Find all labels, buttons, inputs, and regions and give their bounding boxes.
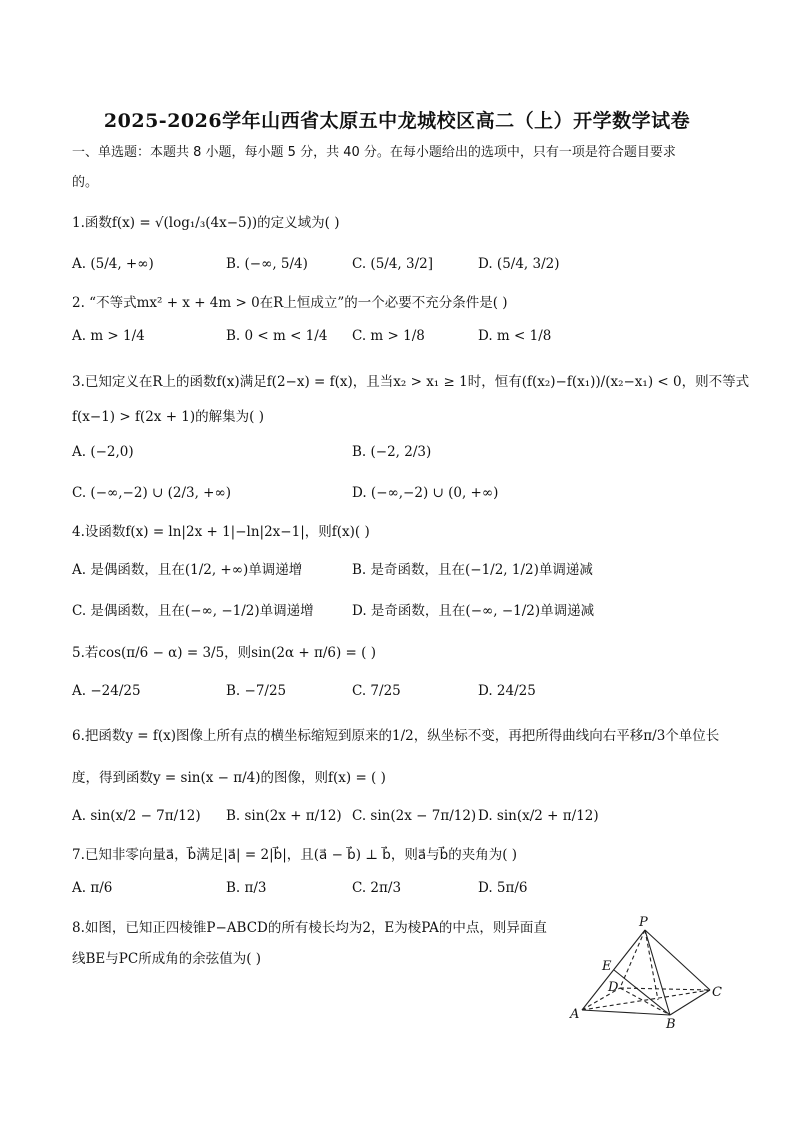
question-1-option-a: A. (5/4, +∞) [72,256,154,272]
question-4-option-a: A. 是偶函数，且在(1/2, +∞)单调递增 [72,562,303,578]
section-header [72,138,722,198]
edge-pb [645,930,670,1015]
question-7-option-d: D. 5π/6 [478,880,528,896]
question-6-option-b: B. sin(2x + π/12) [226,808,342,824]
question-7-stem: 7.已知非零向量a⃗，b⃗满足|a⃗| = 2|b⃗|，且(a⃗ − b⃗) ⊥ b⃗，则a⃗与b⃗的夹角为( ) [72,847,518,863]
question-3-option-c: C. (−∞,−2) ∪ (2/3, +∞) [72,485,232,501]
question-6-option-d: D. sin(x/2 + π/12) [478,808,599,824]
question-4-option-c: C. 是偶函数，且在(−∞, −1/2)单调递增 [72,603,314,619]
section-header-line1: 一、单选题：本题共 8 小题，每小题 5 分，共 40 分。在每小题给出的选项中，只有一项是符合题目要求 [72,145,676,160]
question-5-option-a: A. −24/25 [72,683,141,699]
question-8-stem-line2: 线BE与PC所成角的余弦值为( ) [72,951,262,967]
question-3-option-d: D. (−∞,−2) ∪ (0, +∞) [352,485,499,501]
question-2-stem: 2. “不等式mx² + x + 4m > 0在R上恒成立”的一个必要不充分条件是( ) [72,295,508,311]
question-6-stem-line1: 6.把函数y = f(x)图像上所有点的横坐标缩短到原来的1/2，纵坐标不变，再把所得曲线向右平移π/3个单位长 [72,728,720,744]
diagonal-ac [582,990,710,1010]
label-p: P [639,915,648,930]
question-5-option-c: C. 7/25 [352,683,401,699]
question-1-stem: 1.函数f(x) = √(log₁/₃(4x−5))的定义域为( ) [72,215,340,231]
pyramid-figure [560,912,730,1032]
label-e: E [602,959,612,974]
edge-pa [582,930,645,1010]
question-7-option-b: B. π/3 [226,880,267,896]
question-3-option-a: A. (−2,0) [72,444,134,460]
question-1-option-d: D. (5/4, 3/2) [478,256,560,272]
question-4-option-b: B. 是奇函数，且在(−1/2, 1/2)单调递减 [352,562,593,578]
question-2-option-c: C. m > 1/8 [352,328,425,344]
edge-dc [620,988,710,990]
label-a: A [570,1007,580,1022]
segment-be [614,970,670,1015]
label-b: B [666,1017,676,1032]
diagonal-db [620,988,670,1015]
question-5-stem: 5.若cos(π/6 − α) = 3/5，则sin(2α + π/6) = ( ) [72,645,376,661]
question-4-option-d: D. 是奇函数，且在(−∞, −1/2)单调递减 [352,603,595,619]
question-1-option-c: C. (5/4, 3/2] [352,256,433,272]
question-3-option-b: B. (−2, 2/3) [352,444,432,460]
exam-title: 2025-2026学年山西省太原五中龙城校区高二（上）开学数学试卷 [103,110,691,132]
question-8-stem-line1: 8.如图，已知正四棱锥P−ABCD的所有棱长均为2，E为棱PA的中点，则异面直 [72,920,547,936]
question-2-option-b: B. 0 < m < 1/4 [226,328,328,344]
question-4-stem: 4.设函数f(x) = ln|2x + 1|−ln|2x−1|，则f(x)( ) [72,524,370,540]
question-3-stem-line1: 3.已知定义在R上的函数f(x)满足f(2−x) = f(x)，且当x₂ > x₁ ≥ 1时，恒有(f(x₂)−f(x₁))/(x₂−x₁) < 0，则不等式 [72,374,750,390]
section-header-line2: 的。 [72,175,99,190]
edge-pd [620,930,645,988]
question-6-option-a: A. sin(x/2 − 7π/12) [72,808,201,824]
question-5-option-d: D. 24/25 [478,683,536,699]
question-7-option-c: C. 2π/3 [352,880,402,896]
question-3-stem-line2: f(x−1) > f(2x + 1)的解集为( ) [72,409,264,425]
question-6-option-c: C. sin(2x − 7π/12) [352,808,477,824]
label-d: D [608,980,619,995]
question-6-stem-line2: 度，得到函数y = sin(x − π/4)的图像，则f(x) = ( ) [72,770,386,786]
question-1-option-b: B. (−∞, 5/4) [226,256,308,272]
edge-ab [582,1010,670,1015]
question-5-option-b: B. −7/25 [226,683,287,699]
question-2-option-a: A. m > 1/4 [72,328,145,344]
question-2-option-d: D. m < 1/8 [478,328,552,344]
question-7-option-a: A. π/6 [72,880,113,896]
label-c: C [712,985,722,1000]
edge-bc [670,990,710,1015]
